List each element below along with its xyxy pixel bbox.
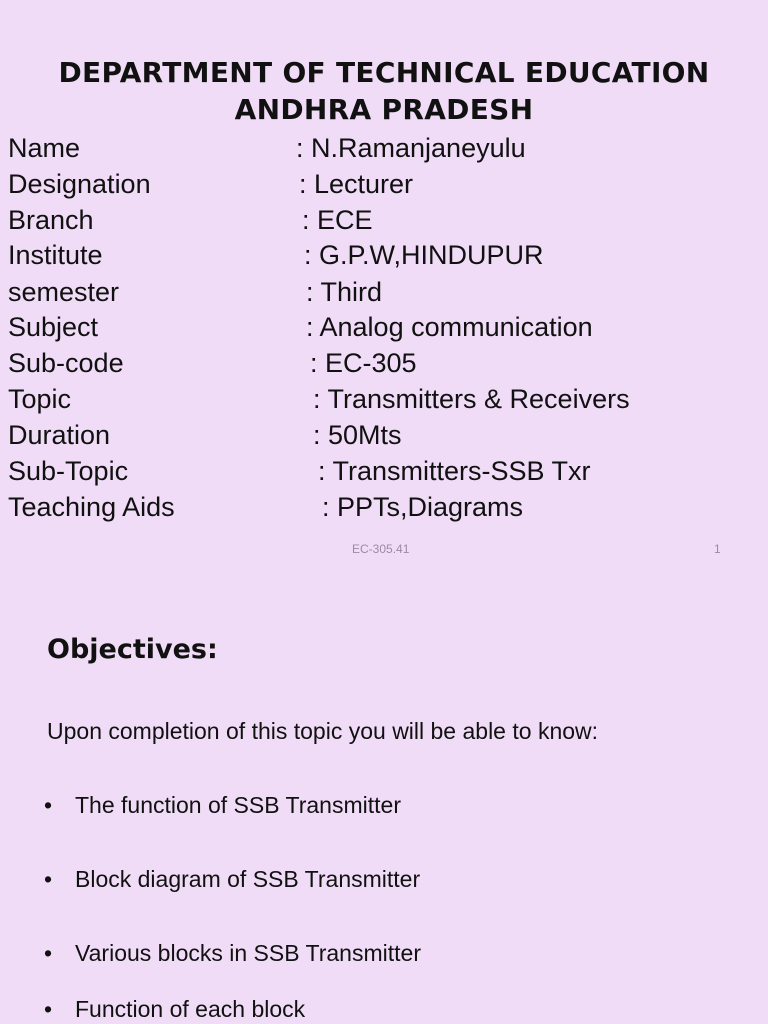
info-value: : Transmitters-SSB Txr — [318, 456, 591, 486]
info-value: : Lecturer — [299, 169, 414, 199]
info-label: Designation — [8, 169, 151, 199]
objectives-intro: Upon completion of this topic you will be able to know: — [47, 718, 599, 744]
list-item-text: The function of SSB Transmitter — [75, 792, 401, 818]
info-value: : Transmitters & Receivers — [313, 384, 630, 414]
info-label: Name — [8, 133, 81, 163]
bullet-icon: • — [44, 866, 53, 892]
slide-title-line-2: ANDHRA PRADESH — [234, 93, 534, 126]
slide-title-line-1: DEPARTMENT OF TECHNICAL EDUCATION — [58, 56, 710, 89]
info-label: semester — [8, 277, 120, 307]
info-value: : N.Ramanjaneyulu — [296, 133, 526, 163]
info-value: : Third — [306, 277, 383, 307]
slide-2 — [0, 576, 768, 1024]
info-label: Subject — [8, 312, 99, 342]
list-item-text: Block diagram of SSB Transmitter — [75, 866, 421, 892]
slide-footer-code: EC-305.41 — [352, 542, 410, 556]
info-label: Teaching Aids — [8, 492, 175, 522]
bullet-icon: • — [44, 792, 53, 818]
info-value: : ECE — [302, 205, 373, 235]
objectives-heading: Objectives: — [47, 634, 218, 665]
info-label: Duration — [8, 420, 111, 450]
list-item-text: Function of each block — [75, 996, 306, 1022]
bullet-icon: • — [44, 996, 53, 1022]
info-value: : Analog communication — [306, 312, 593, 342]
info-label: Sub-Topic — [8, 456, 129, 486]
info-label: Topic — [8, 384, 72, 414]
info-value: : 50Mts — [313, 420, 402, 450]
info-value: : EC-305 — [310, 348, 417, 378]
slide-page-number: 1 — [714, 542, 721, 556]
info-label: Branch — [8, 205, 94, 235]
info-value: : PPTs,Diagrams — [322, 492, 524, 522]
bullet-icon: • — [44, 940, 53, 966]
info-label: Institute — [8, 240, 103, 270]
list-item-text: Various blocks in SSB Transmitter — [75, 940, 421, 966]
info-label: Sub-code — [8, 348, 124, 378]
info-value: : G.P.W,HINDUPUR — [304, 240, 544, 270]
